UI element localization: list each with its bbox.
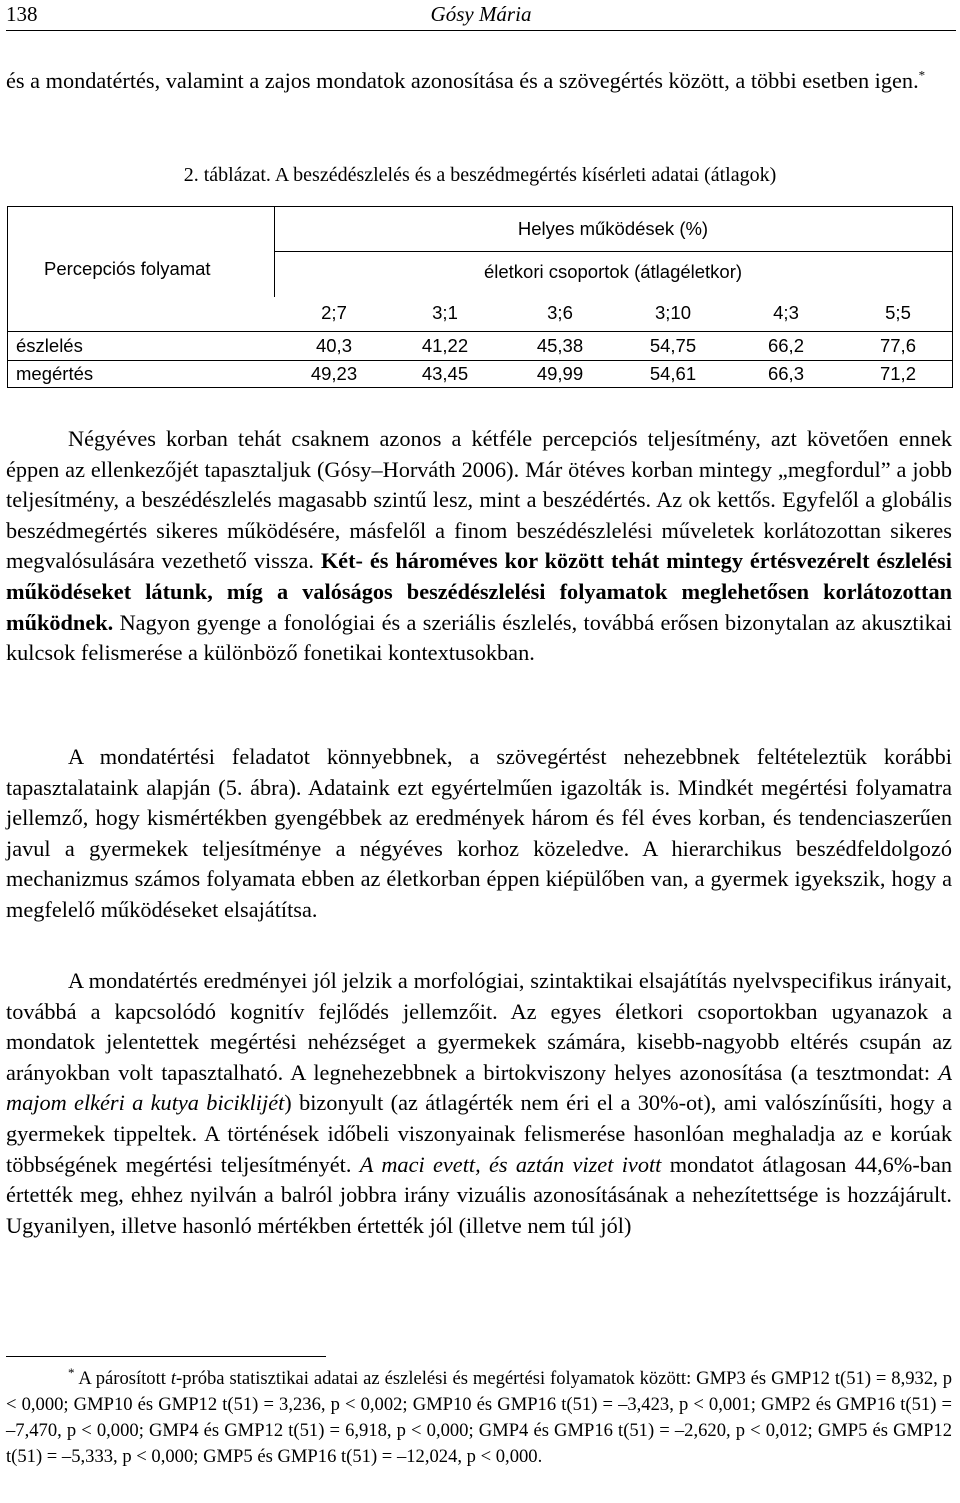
footnote-reference[interactable]: * [918,67,926,83]
body-text: mondatot átlagosan 44,6%-ban értették meg, ehhez nyilván a balról jobbra irány vizuális azonosításának a nehezítettsége is hozzájárult. Ugyanilyen, illetve hasonló mértékben értették jól (illetve nem túl jól) [6,1151,953,1238]
footnote-text-italic: t [170,1368,177,1389]
table-row-header: Percepciós folyamat [44,258,211,279]
page-header [6,0,956,31]
table-cell: 40,3 [315,335,352,356]
table-cell: 66,2 [767,335,804,356]
footnote-text: -próba statisztikai adatai az észlelési és megértési folyamatok között: GMP3 és GMP12 t(51) = 8,932, p < 0,000; GMP10 és GMP12 t(51) = 3,236, p < 0,002; GMP10 és GMP16 t(51) = –3,423, p < 0,001; GMP2 és GMP16 t(51) = –7,470, p < 0,000; GMP4 és GMP12 t(51) = 6,918, p < 0,000; GMP4 és GMP16 t(51) = –2,620, p < 0,012; GMP5 és GMP12 t(51) = –5,333, p < 0,000; GMP5 és GMP16 t(51) = –12,024, p < 0,000. [6,1368,952,1467]
column-header: 4;3 [773,302,799,323]
body-text: ) bizonyult (az átlagérték nem éri el a 30%-ot), ami valószínűsíti, hogy a gyermekek tippeltek. A történések időbeli viszonyainak felismerése hasonlóan meghaladja az e korúak többségének megértési teljesítményét. [6,1090,952,1177]
data-table [7,206,953,388]
example-sentence: A maci evett, és aztán vizet ivott [359,1151,662,1177]
table-caption-text: A beszédészlelés és a beszédmegértés kísérleti adatai (átlagok) [274,164,777,186]
footnote-rule [6,1356,326,1357]
table-cell: 66,3 [767,363,804,384]
table-group-header: Helyes működések (%) [517,218,709,239]
body-text: Négyéves korban tehát csaknem azonos a kétféle percepciós teljesítmény, azt követően ennek éppen az ellenkezőjét tapasztaljuk (Gósy–Horváth 2006). Már ötéves korban mintegy „megfordul” a jobb teljesítmény, a beszédészlelés magasabb szintű lesz, mint a beszédértés. Az ok kettős. Egyfelől a globális beszédmegértés sikeres működésére, másfelől a finom beszédészlelési műveletek korlátozottan sikeres megvalósulására vezethető vissza. [6,426,952,574]
body-paragraph-3 [6,966,952,1241]
body-text: A mondatértési feladatot könnyebbnek, a szövegértést nehezebbnek feltételeztük korábbi tapasztalataink alapján (5. ábra). Adataink ezt egyértelműen igazolták is. Mindkét megértési folyamatra jellemző, hogy kismértékben gyengébbek az eredmények három és fél éves korban, és tendenciaszerűen javul a gyermekek teljesítménye a négyéves korhoz közeledve. A hierarchikus beszédfeldolgozó mechanizmus számos folyamata ebben az életkorban éppen kiépülőben van, a gyermek igyekszik, hogy a megfelelő működéseket elsajátítsa. [6,744,952,922]
row-label: észlelés [16,335,83,356]
table-divider-columns [8,331,952,332]
table-cell: 77,6 [879,335,916,356]
running-head-author: Gósy Mária [430,2,532,26]
table-cell: 41,22 [421,335,469,356]
column-header: 3;1 [432,302,458,323]
body-text-bold: Két- és hároméves kor között tehát mintegy értésvezérelt észlelési működéseket látunk, míg a valóságos beszédészlelési folyamatok meglehetősen korlátozottan működnek. [6,548,952,635]
footnote-text: A párosított [78,1368,166,1389]
body-paragraph-1 [6,424,952,669]
table-cell: 54,75 [649,335,697,356]
table-divider-header [274,251,952,252]
intro-text: és a mondatértés, valamint a zajos mondatok azonosítása és a szövegértés között, a többi esetben igen. [6,68,919,93]
table-cell: 71,2 [879,363,916,384]
table-caption-label: 2. táblázat. [183,164,271,186]
column-header: 5;5 [885,302,911,323]
table-cell: 49,23 [310,363,358,384]
column-header: 2;7 [321,302,347,323]
table-cell: 54,61 [649,363,697,384]
body-text: Nagyon gyenge a fonológiai és a szeriális észlelés, továbbá erősen bizonytalan az akusztikai kulcsok felismerése a különböző fonetikai kontextusokban. [6,609,952,666]
table-caption [6,164,954,187]
footnote [6,1366,952,1470]
column-header: 3;10 [654,302,691,323]
row-label: megértés [16,363,94,384]
table-divider-rows [8,360,952,361]
intro-paragraph [6,66,952,97]
footnote-mark: * [68,1364,75,1380]
table-cell: 45,38 [536,335,584,356]
page-number: 138 [6,2,38,26]
body-text: A mondatértés eredményei jól jelzik a morfológiai, szintaktikai elsajátítás nyelvspecifikus irányait, továbbá a kapcsolódó kognitív fejlődés jellemzőit. Az egyes életkori csoportokban ugyanazok a mondatok jelentettek megértési nehézséget a gyermekek számára, kisebb-nagyobb eltérés csupán az arányokban volt tapasztalható. A legnehezebbnek a birtokviszony helyes azonosítása (a tesztmondat: [6,968,952,1085]
example-sentence: A majom elkéri a kutya biciklijét [6,1059,953,1116]
table-cell: 43,45 [421,363,469,384]
table-subgroup-header: életkori csoportok (átlagéletkor) [483,261,743,282]
table-cell: 49,99 [536,363,584,384]
column-header: 3;6 [547,302,573,323]
body-paragraph-2 [6,742,952,926]
